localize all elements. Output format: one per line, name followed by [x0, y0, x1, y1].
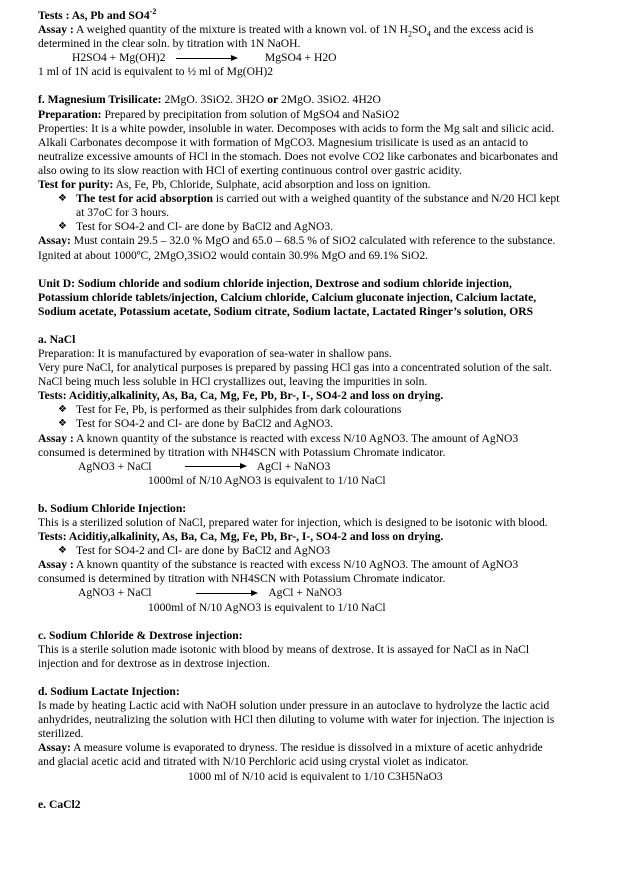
arrow-icon: [185, 462, 247, 472]
assay-paragraph-cont: determined in the clear soln. by titration with 1N NaOH.: [38, 37, 301, 51]
trisilicate-heading: f. Magnesium Trisilicate: 2MgO. 3SiO2. 3H2O or 2MgO. 3SiO2. 4H2O: [38, 93, 381, 107]
description-line: This is a sterilized solution of NaCl, prepared water for injection, which is designed to be isotonic with blood.: [38, 516, 548, 529]
tests-heading: Tests : As, Pb and $SO4^{-2}$: [38, 7, 157, 22]
properties-line: neutralize excessive amounts of HCl in the stomach. Does not evolve CO2 like carbonates and bicarbonates and: [38, 149, 558, 163]
list-item: ❖ Test for Fe, Pb, is performed as their sulphides from dark colourations: [58, 403, 402, 417]
properties-line: Properties: It is a white powder, insoluble in water. Decomposes with acids to form the Mg salt and silicic acid.: [38, 121, 554, 135]
preparation-line: NaCl being much less soluble in HCl crystallizes out, leaving the impurities in soln.: [38, 375, 428, 389]
assay-line-cont: Ignited at about 1000ºC, 2MgO,3SiO2 would contain 30.9% MgO and 69.1% SiO2.: [38, 248, 429, 262]
description-line: Is made by heating Lactic acid with NaOH solution under pressure in an autoclave to hydrolyze the lactic acid: [38, 699, 550, 713]
section-heading: b. Sodium Chloride Injection:: [38, 501, 187, 515]
unit-heading: Sodium acetate, Potassium acetate, Sodium citrate, Sodium lactate, Lactated Ringer’s solution, ORS: [38, 304, 534, 318]
assay-line: Assay : A known quantity of the substance is reacted with excess N/10 AgNO3. The amount of AgNO3: [38, 431, 519, 445]
section-heading: d. Sodium Lactate Injection:: [38, 684, 180, 698]
diamond-bullet-icon: ❖: [58, 404, 67, 416]
reaction-equation: AgNO3 + NaCl AgCl + NaNO3: [78, 586, 342, 600]
tests-line: Tests: Aciditiy,alkalinity, As, Ba, Ca, Mg, Fe, Pb, Br-, I-, SO4-2 and loss on drying.: [38, 530, 444, 544]
section-heading: c. Sodium Chloride & Dextrose injection:: [38, 628, 243, 642]
preparation-line: Very pure NaCl, for analytical purposes is prepared by passing HCl gas into a concentrated solution of the salt.: [38, 361, 552, 375]
unit-heading: Unit D: Sodium chloride and sodium chloride injection, Dextrose and sodium chloride injection,: [38, 276, 512, 290]
preparation-line: Preparation: Prepared by precipitation from solution of MgSO4 and NaSiO2: [38, 107, 400, 121]
properties-line: also owing to its slow reaction with HCl of exerting continuous control over gastric acidity.: [38, 163, 462, 177]
tests-line: Tests: Aciditiy,alkalinity, As, Ba, Ca, Mg, Fe, Pb, Br-, I-, SO4-2 and loss on drying.: [38, 389, 444, 403]
list-item: ❖ Test for SO4-2 and Cl- are done by BaCl2 and AgNO3.: [58, 220, 334, 234]
equivalence-line: 1000ml of N/10 AgNO3 is equivalent to 1/10 NaCl: [148, 600, 386, 614]
description-line: This is a sterile solution made isotonic with blood by means of dextrose. It is assayed for NaCl as in NaCl: [38, 642, 530, 656]
equivalence-line: 1000 ml of N/10 acid is equivalent to 1/10 C3H5NaO3: [188, 769, 443, 783]
reaction-equation: AgNO3 + NaCl AgCl + NaNO3: [78, 459, 331, 473]
equivalence-line: 1 ml of 1N acid is equivalent to ½ ml of Mg(OH)2: [38, 65, 274, 79]
diamond-bullet-icon: ❖: [58, 193, 67, 205]
description-line: sterilized.: [38, 727, 84, 741]
document-page: [38, 9, 608, 812]
section-heading: a. NaCl: [38, 332, 76, 346]
reaction-equation: H2SO4 + Mg(OH)2 MgSO4 + H2O: [72, 51, 337, 65]
list-item: ❖ The test for acid absorption is carried out with a weighed quantity of the substance and N/20 HCl kept at 37oC for 3 hours.: [58, 192, 560, 220]
description-line: injection and for dextrose as in dextrose injection.: [38, 656, 270, 670]
section-heading: e. CaCl2: [38, 797, 81, 811]
properties-line: Alkali Carbonates decompose it with formation of MgCO3. Magnesium trisilicate is used as an antacid to: [38, 135, 529, 149]
list-item: ❖ Test for SO4-2 and Cl- are done by BaCl2 and AgNO3.: [58, 417, 334, 431]
purity-line: Test for purity: As, Fe, Pb, Chloride, Sulphate, acid absorption and loss on ignition.: [38, 178, 431, 192]
arrow-icon: [176, 54, 238, 64]
list-item: ❖ Test for SO4-2 and Cl- are done by BaCl2 and AgNO3: [58, 544, 331, 558]
description-line: anhydrides, neutralizing the solution with HCl then diluting to volume with water for injection. The injection is: [38, 713, 555, 727]
assay-line-cont: consumed is determined by titration with NH4SCN with Potassium Chromate indicator.: [38, 445, 446, 459]
assay-paragraph: Assay : A weighed quantity of the mixture is treated with a known vol. of 1N $H_2SO_4$ and the excess acid is: [38, 23, 534, 39]
diamond-bullet-icon: ❖: [58, 545, 67, 557]
diamond-bullet-icon: ❖: [58, 418, 67, 430]
assay-line-cont: and glacial acetic acid and titrated with N/10 Perchloric acid using crystal violet as indicator.: [38, 755, 469, 769]
diamond-bullet-icon: ❖: [58, 221, 67, 233]
assay-line: Assay: A measure volume is evaporated to dryness. The residue is dissolved in a mixture of acetic anhydride: [38, 741, 543, 755]
preparation-line: Preparation: It is manufactured by evaporation of sea-water in shallow pans.: [38, 346, 392, 360]
equivalence-line: 1000ml of N/10 AgNO3 is equivalent to 1/10 NaCl: [148, 473, 386, 487]
unit-heading: Potassium chloride tablets/injection, Calcium chloride, Calcium gluconate injection, Calcium lactate,: [38, 290, 537, 304]
assay-line-cont: consumed is determined by titration with NH4SCN with Potassium Chromate indicator.: [38, 572, 446, 586]
assay-line: Assay: Must contain 29.5 – 32.0 % MgO and 65.0 – 68.5 % of SiO2 calculated with reference to the substance.: [38, 234, 556, 248]
arrow-icon: [196, 589, 258, 599]
assay-line: Assay : A known quantity of the substance is reacted with excess N/10 AgNO3. The amount of AgNO3: [38, 558, 519, 572]
